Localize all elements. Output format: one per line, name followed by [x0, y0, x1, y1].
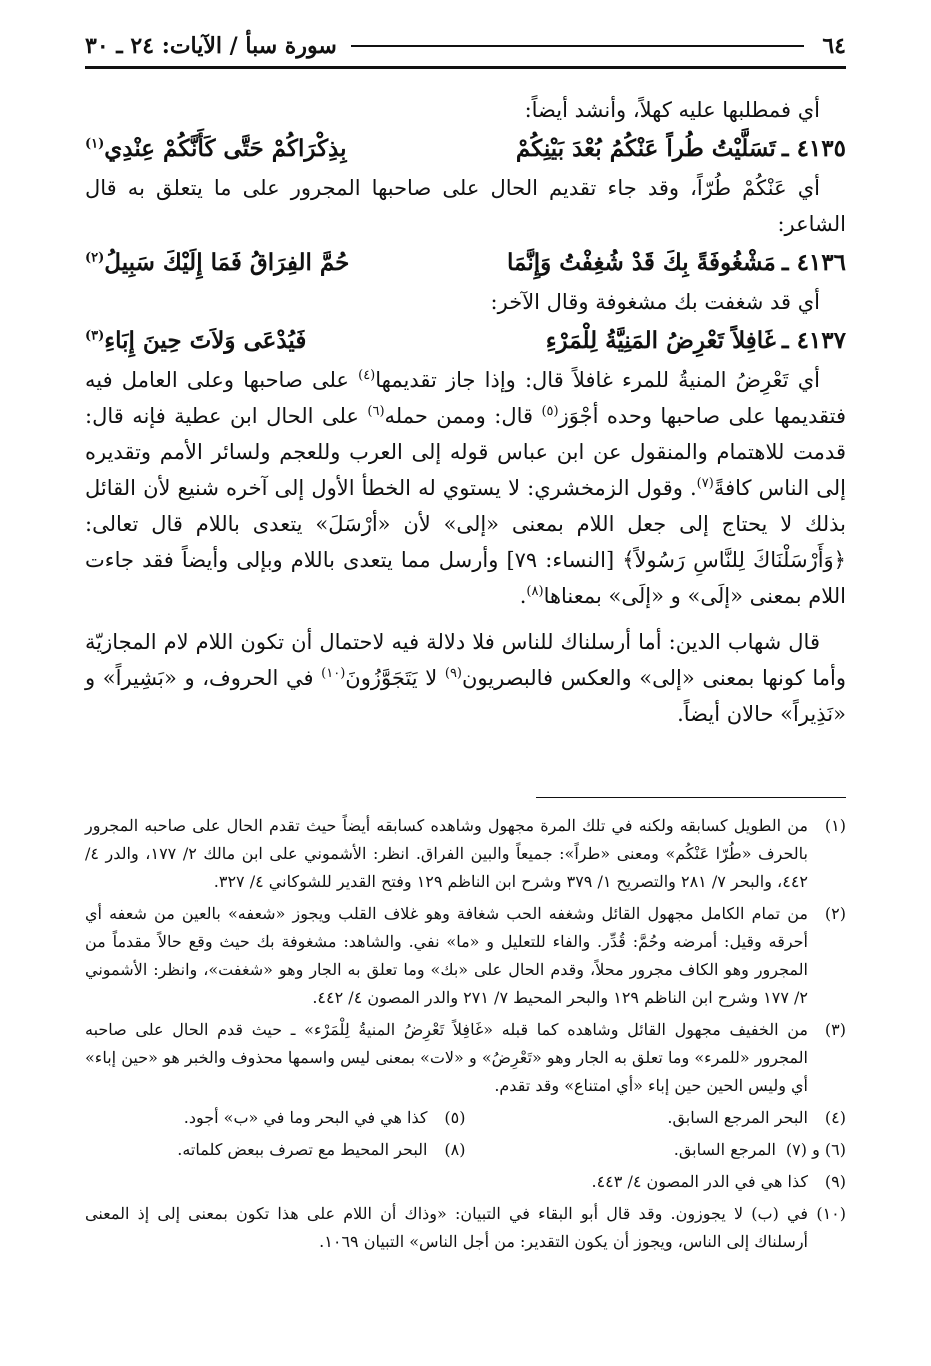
verse-hemistich-second — [85, 128, 430, 170]
paragraph-commentary — [85, 362, 846, 614]
footnote-text: في (ب) لا يجوزون. وقد قال أبو البقاء في التبيان: «وذاك أن اللام على هذا تكون بمعنى إلى إذ المعنى أرسلناك إلى الناس، ويجوز أن يكون التقدير: من أجل الناس» التبيان ١٠٦٩. — [85, 1204, 808, 1251]
verse-number: ٤١٣٦ ـ — [781, 249, 846, 276]
verse-number: ٤١٣٥ ـ — [781, 135, 846, 162]
hemistich-text: بِذِكْرَاكُمْ حَتَّى كَأَنَّكُمْ عِنْدِي — [104, 135, 347, 162]
footnote-text: من تمام الكامل مجهول القائل وشغفه الحب شغافة وهو غلاف القلب ويجوز «شعفه» بالعين من شعفه أي أحرقه وقيل: أمرضه وحُمَّ: قُدِّر. والفاء للتعليل و «ما» نفي. والشاهد: مشغوفة بك حيث وقع حالاً مقدماً من المجرور وهو الكاف مجرور محلاً، وقدم الحال على «بك» وما تعلق به الجار وهو «شغفت»، وانظر: الأشموني ٢/ ١٧٧ وشرح ابن الناظم ١٢٩ والبحر المحيط ٧/ ٢٧١ والدر المصون ٤/ ٤٤٢. — [85, 904, 808, 1007]
footnote-ref: (٣) — [84, 328, 105, 344]
text-run: قال: وممن حمله — [384, 404, 542, 428]
footnote-ref: (١) — [84, 136, 105, 152]
verse-4137 — [85, 320, 846, 362]
footnote-number: (١٠) — [816, 1204, 846, 1223]
footnote-number: (٣) — [824, 1020, 846, 1039]
footnote-ref: (٦) — [367, 404, 385, 419]
footnote-number: (٢) — [824, 904, 846, 923]
verse-hemistich-first: تَسَلَّيْتُ طُراً عَنْكُمُ بُعْدَ بَيْنِكُمْ — [515, 135, 776, 162]
text-run: أي تَعْرِضُ المنيةُ للمرء غافلاً قال: وإذا جاز تقديمها — [375, 368, 820, 392]
footnote-ref: (٢) — [84, 250, 105, 266]
footnote-number: (٨) — [444, 1140, 466, 1159]
footnote-ref: (٩) — [444, 666, 462, 681]
verse-4136 — [85, 242, 846, 284]
footnote-separator — [536, 797, 846, 798]
footnote-number: (٤) — [824, 1108, 846, 1127]
text-run: . — [519, 584, 527, 608]
page-number: ٦٤ — [822, 33, 846, 59]
footnotes — [85, 812, 846, 1260]
main-text — [85, 92, 846, 732]
footnote-text: كذا هي في البحر وما في «ب» أجود. — [183, 1108, 428, 1127]
footnote-1 — [85, 812, 846, 896]
footnote-9 — [85, 1168, 846, 1196]
text-run: على الحال ابن عطية فإنه قال: قدمت للاهتمام والمنقول عن ابن عباس قوله إلى العرب وللعجم ولسائر الأمم وتقديره إلى الناس كافةً — [85, 404, 846, 500]
footnote-ref: (٧) — [696, 476, 714, 491]
spacer — [85, 614, 846, 624]
verse-4135 — [85, 128, 846, 170]
paragraph: أي قد شغفت بك مشغوفة وقال الآخر: — [490, 290, 820, 314]
footnote-6-7 — [466, 1136, 847, 1164]
footnote-ref: (٤) — [358, 368, 376, 383]
verse-hemistich-first: مَشْغُوفَةً بِكَ قَدْ شُغِفْتُ وَإِنَّمَا — [507, 249, 776, 276]
footnote-row — [85, 1136, 846, 1164]
footnote-text: من الخفيف مجهول القائل وشاهده كما قبله «غَافِلاً تَعْرِضُ المنيةُ لِلْمَرْء» ـ حيث قدم الحال على صاحبه المجرور «للمرء» وما تعلق به الجار وهو «تَعْرِضُ» و «لات» بمعنى ليس واسمها محذوف والخبر هو «حين إباء» أي وليس الحين حين إباء «أي امتناع» وقد تقدم. — [85, 1020, 809, 1095]
header-rule — [85, 66, 846, 69]
footnote-number: (٦) و (٧) — [785, 1140, 846, 1159]
footnote-10 — [85, 1200, 846, 1256]
verse-hemistich-first: غَافِلاً تَعْرِضُ المَنِيَّةُ لِلْمَرْءِ — [545, 327, 776, 354]
text-run: على صاحبها وعلى العامل فيه فتقديمها على صاحبها وحده أجْوَز — [85, 368, 847, 428]
hemistich-text: فَيُدْعَى وَلاَتَ حِينَ إِبَاءِ — [104, 327, 307, 354]
footnote-number: (٥) — [444, 1108, 466, 1127]
footnote-5 — [85, 1104, 466, 1132]
running-header — [85, 28, 846, 64]
paragraph: أي فمطلبها عليه كهلاً، وأنشد أيضاً: — [524, 98, 820, 122]
footnote-ref: (٥) — [541, 404, 559, 419]
header-leader-line — [351, 45, 805, 47]
footnote-3 — [85, 1016, 846, 1100]
running-title: سورة سبأ / الآيات: ٢٤ ـ ٣٠ — [85, 33, 337, 59]
paragraph: أي عَنْكُمْ طُرّاً، وقد جاء تقديم الحال على صاحبها المجرور على ما يتعلق به قال الشاعر: — [85, 176, 846, 236]
footnote-text: البحر المحيط مع تصرف ببعض كلماته. — [177, 1140, 428, 1159]
footnote-8 — [85, 1136, 466, 1164]
hemistich-text: حُمَّ الفِرَاقُ فَمَا إِلَيْكَ سَبِيلُ — [104, 249, 350, 276]
text-run: . وقول الزمخشري: لا يستوي له الخطأ الأول إلى آخره شنيع لأن القائل بذلك لا يحتاج إلى جعل اللام بمعنى «إلى» لأن «أرْسَلَ» يتعدى باللام قال تعالى: ﴿وَأَرْسَلْنَاكَ لِلنَّاسِ رَسُولاً﴾ [النساء: ٧٩] وأرسل مما يتعدى باللام وبإلى وأيضاً فقد جاءت اللام بمعنى «إلَى» و «إلَى» بمعناها — [85, 476, 846, 608]
footnote-ref: (٨) — [526, 584, 544, 599]
footnote-ref: (١٠) — [321, 666, 346, 681]
footnote-4 — [466, 1104, 847, 1132]
text-run: لا يَتَجَوَّزُونَ — [345, 666, 445, 690]
footnote-text: من الطويل كسابقه ولكنه في تلك المرة مجهول وشاهده كسابقه أيضاً حيث تقدم الحال على صاحبه المجرور بالحرف «طُرّا عَنْكُم» ومعنى «طراً»: جميعاً والبين الفراق. انظر: الأشموني على ابن مالك ٢/ ١٧٧، والدر ٤/ ٤٤٢، والبحر ٧/ ٢٨١ والتصريح ١/ ٣٧٩ وشرح ابن الناظم ١٢٩ وفتح القدير للشوكاني ٤/ ٣٢٧. — [85, 816, 808, 891]
footnote-text: المرجع السابق. — [673, 1140, 776, 1159]
footnote-text: البحر المرجع السابق. — [667, 1108, 808, 1127]
verse-hemistich-second — [85, 320, 430, 362]
footnote-number: (٩) — [824, 1172, 846, 1191]
text-run: في الحروف، و «بَشِيراً» و «نَذِيراً» حالان أيضاً. — [85, 666, 846, 726]
footnote-number: (١) — [824, 816, 846, 835]
text-run: قال شهاب الدين: أما أرسلناك للناس فلا دلالة فيه لاحتمال أن تكون اللام لام المجازيّة وأما كونها بمعنى «إلى» والعكس فالبصريون — [85, 630, 846, 690]
footnote-text: كذا هي في الدر المصون ٤/ ٤٤٣. — [591, 1172, 808, 1191]
footnote-row — [85, 1104, 846, 1132]
footnote-2 — [85, 900, 846, 1012]
paragraph-commentary — [85, 624, 846, 732]
verse-hemistich-second — [85, 242, 430, 284]
verse-number: ٤١٣٧ ـ — [781, 327, 846, 354]
